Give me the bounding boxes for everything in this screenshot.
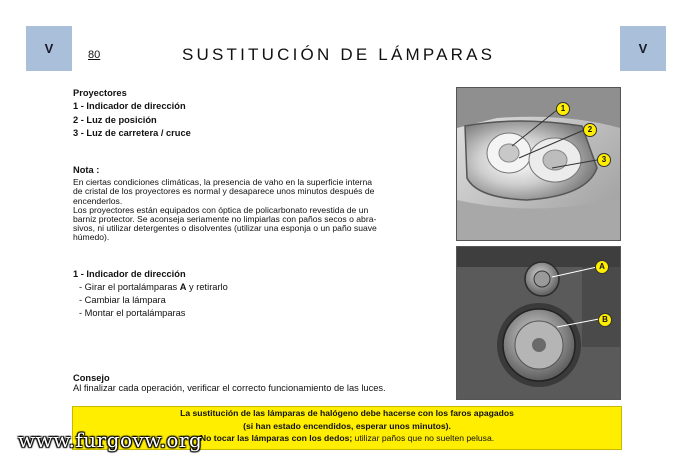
section-tab-left-label: V bbox=[44, 41, 54, 56]
page-title: SUSTITUCIÓN DE LÁMPARAS bbox=[182, 45, 496, 64]
note-line: sivos, ni utilizar detergentes o disolventes (utilizar una esponja o un paño suave bbox=[73, 223, 377, 234]
banner-line-2: (si han estado encendidos, esperar unos minutos). bbox=[243, 420, 451, 431]
page-number: 80 bbox=[88, 49, 101, 61]
note-heading: Nota : bbox=[73, 165, 100, 175]
advice-text: Al finalizar cada operación, verificar el correcto funcionamiento de las luces. bbox=[73, 382, 386, 393]
indicator-heading: 1 - Indicador de dirección bbox=[73, 269, 186, 279]
watermark: www.furgovw.org bbox=[18, 428, 203, 452]
note-section bbox=[73, 166, 445, 243]
note-line: Los proyectores están equipados con óptica de policarbonato revestida de un bbox=[73, 204, 369, 215]
callout-1-label: 1 bbox=[560, 104, 566, 113]
projectors-heading: Proyectores bbox=[73, 88, 127, 98]
step1-text-after: y retirarlo bbox=[186, 282, 228, 292]
banner-line-1: La sustitución de las lámparas de halógeno debe hacerse con los faros apagados bbox=[180, 408, 514, 418]
headlight-photo bbox=[456, 87, 621, 241]
callout-3 bbox=[597, 153, 611, 167]
projector-item-1: 1 - Indicador de dirección bbox=[73, 101, 186, 112]
callout-b-label: B bbox=[602, 315, 608, 324]
section-tab-right bbox=[620, 26, 666, 71]
indicator-section bbox=[73, 268, 228, 320]
indicator-step-3: - Montar el portalámparas bbox=[79, 308, 186, 318]
headlight-illustration bbox=[457, 88, 620, 240]
projector-item-2: 2 - Luz de posición bbox=[73, 114, 157, 125]
banner-line-3-bold: No tocar las lámparas con los dedos; bbox=[199, 433, 353, 444]
step1-holder-label: A bbox=[179, 282, 187, 292]
section-tab-right-label: V bbox=[638, 41, 648, 56]
note-line: de cristal de los proyectores es normal y desaparece unos minutos después de bbox=[73, 186, 375, 197]
callout-1 bbox=[556, 102, 570, 116]
projectors-section bbox=[73, 88, 191, 140]
note-line: En ciertas condiciones climáticas, la presencia de vaho en la superficie interna bbox=[73, 177, 373, 188]
note-line: encenderlos. bbox=[73, 195, 123, 206]
advice-heading: Consejo bbox=[73, 373, 110, 383]
callout-2 bbox=[583, 123, 597, 137]
section-tab-left bbox=[26, 26, 72, 71]
lamp-holder-photo bbox=[456, 246, 621, 400]
step1-text-before: - Girar el portalámparas bbox=[79, 282, 180, 292]
banner-line-3-rest: utilizar paños que no suelten pelusa. bbox=[352, 433, 495, 444]
projector-item-3: 3 - Luz de carretera / cruce bbox=[73, 128, 191, 139]
note-line: húmedo). bbox=[73, 232, 110, 243]
callout-a-label: A bbox=[599, 262, 605, 271]
indicator-step-2: - Cambiar la lámpara bbox=[79, 295, 166, 305]
advice-section bbox=[73, 374, 386, 393]
callout-a bbox=[595, 260, 609, 274]
callout-3-label: 3 bbox=[601, 155, 607, 164]
callout-b bbox=[598, 313, 612, 327]
note-line: barniz protector. Se aconseja seriamente no limpiarlas con paños secos o abra- bbox=[73, 214, 377, 225]
callout-2-label: 2 bbox=[587, 125, 593, 134]
indicator-step-1 bbox=[73, 281, 228, 294]
